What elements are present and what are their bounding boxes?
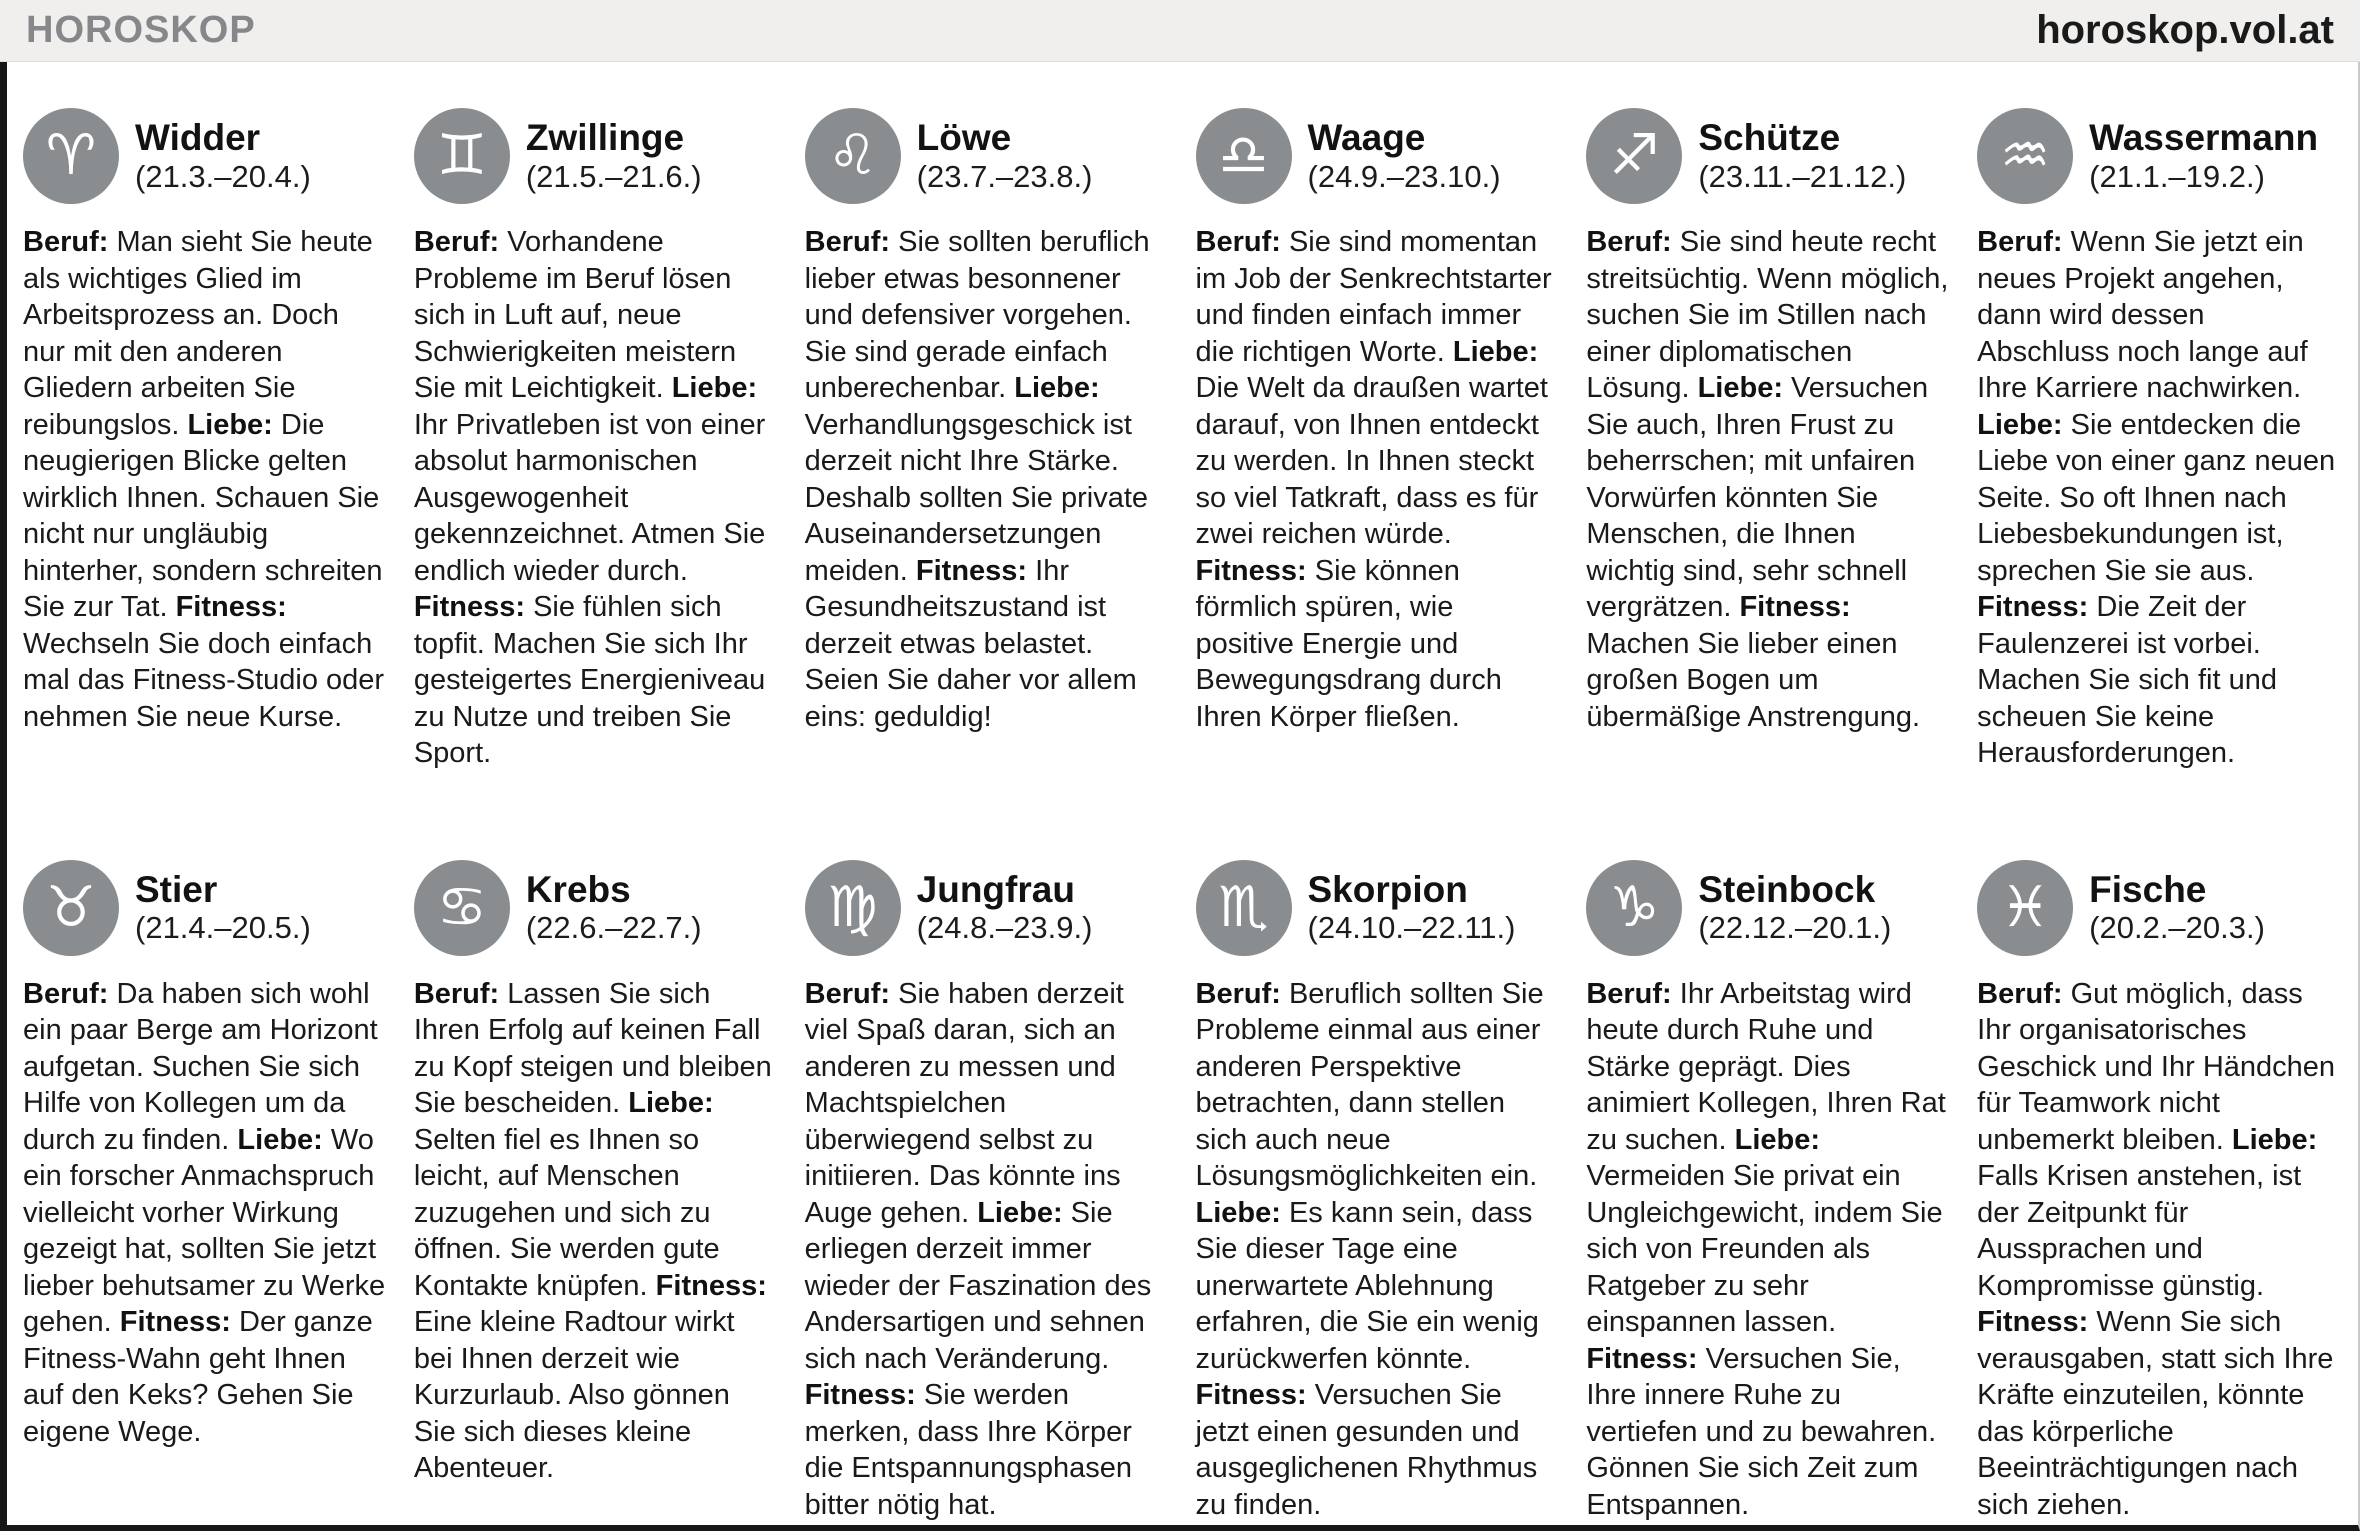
sign-name: Stier [135,868,218,910]
sign-horoscope-text: Beruf: Wenn Sie jetzt ein neues Projekt angehen, dann wird dessen Abschluss noch lange auf Ihre Karriere nachwirken. Liebe: Sie entdecken die Liebe von einer ganz neuen Seite. So oft Ihnen nach Liebesbekundungen ist, sprechen Sie sie aus. Fitness: Die Zeit der Faulenzerei ist vorbei. Machen Sie sich fit und scheuen Sie keine Herausforderungen. [1977,226,2336,769]
section-label: Liebe: [977,1196,1063,1229]
sign-header [1586,860,1949,956]
page-title: HOROSKOP [26,9,256,51]
sign-dates: (24.10.–22.11.) [1307,910,1516,946]
section-label: Liebe: [1014,372,1100,404]
sign-titles [2089,117,2318,194]
section-label: Beruf: [804,977,891,1010]
sign-titles [2089,869,2265,946]
aquarius-icon [1977,108,2073,204]
section-label: Fitness: [804,1379,916,1411]
sign-horoscope-text: Beruf: Ihr Arbeitstag wird heute durch Ruhe und Stärke geprägt. Dies animiert Kollegen, Ihren Rat zu suchen. Liebe: Vermeiden Sie privat ein Ungleichgewicht, indem Sie sich von Freunden als Ratgeber zu sehr einspannen lassen. Fitness: Versuchen Sie, Ihre innere Ruhe zu vertiefen und zu bewahren. Gönnen Sie sich Zeit zum Entspannen. [1586,977,1946,1521]
capricorn-icon [1586,860,1682,956]
zodiac-symbol-glyph: ♌ [827,123,878,188]
section-label: Liebe: [1452,335,1539,368]
cancer-icon [414,860,510,956]
sign-name: Skorpion [1307,868,1468,910]
section-label: Fitness: [1586,1342,1698,1375]
sign-card-zwillinge [414,108,777,772]
sign-header [23,108,386,204]
sign-header [23,860,386,956]
section-label: Beruf: [1977,977,2063,1010]
sign-dates: (21.5.–21.6.) [525,158,702,194]
sign-header [414,860,777,956]
sign-card-waage [1196,108,1559,772]
sign-header [1977,108,2340,204]
zodiac-symbol-glyph: ♑ [1609,874,1660,940]
sign-titles [1698,117,1906,194]
sign-titles [1698,869,1891,946]
sign-name: Krebs [525,868,631,910]
section-label: Beruf: [1195,977,1281,1010]
section-label: Liebe: [671,372,758,404]
scorpio-icon [1196,860,1292,956]
sign-horoscope-text: Beruf: Vorhandene Probleme im Beruf lösen sich in Luft auf, neue Schwierigkeiten meistern Sie mit Leichtigkeit. Liebe: Ihr Privatleben ist von einer absolut harmonischen Ausgewogenheit gekennzeichnet. Atmen Sie endlich wieder durch. Fitness: Sie fühlen sich topfit. Machen Sie sich Ihr gesteigertes Energieniveau zu Nutze und treiben Sie Sport. [413,226,766,769]
section-label: Liebe: [628,1087,714,1119]
sign-horoscope-text: Beruf: Sie haben derzeit viel Spaß daran, sich an anderen zu messen und Machtspielchen überwiegend selbst zu initiieren. Das könnte ins Auge gehen. Liebe: Sie erliegen derzeit immer wieder der Faszination des Andersartigen und sehnen sich nach Veränderung. Fitness: Sie werden merken, dass Ihre Körper die Entspannungsphasen bitter nötig hat. [804,977,1152,1521]
sign-header [1977,860,2340,956]
sign-dates: (24.8.–23.9.) [916,910,1093,946]
zodiac-symbol-glyph: ♒ [2000,123,2051,188]
sign-card-fische [1977,860,2340,1524]
pisces-icon [1977,860,2073,956]
sign-horoscope-text: Beruf: Sie sind momentan im Job der Senkrechtstarter und finden einfach immer die richtigen Worte. Liebe: Die Welt da draußen wartet darauf, von Ihnen entdeckt zu werden. In Ihnen steckt so viel Tatkraft, dass es für zwei reichen würde. Fitness: Sie können förmlich spüren, wie positive Energie und Bewegungsdrang durch Ihren Körper fließen. [1195,226,1552,733]
section-label: Fitness: [1739,591,1851,623]
section-label: Liebe: [1977,408,2063,441]
sagittarius-icon [1586,108,1682,204]
section-label: Fitness: [119,1306,231,1338]
sign-dates: (23.7.–23.8.) [916,158,1093,194]
sign-horoscope-text: Beruf: Man sieht Sie heute als wichtiges Glied im Arbeitsprozess an. Doch nur mit den anderen Gliedern arbeiten Sie reibungslos. Liebe: Die neugierigen Blicke gelten wirklich Ihnen. Schauen Sie nicht nur ungläubig hinterher, sondern schreiten Sie zur Tat. Fitness: Wechseln Sie doch einfach mal das Fitness-Studio oder nehmen Sie neue Kurse. [23,226,385,733]
section-label: Beruf: [1586,226,1672,258]
sign-horoscope-text: Beruf: Gut möglich, dass Ihr organisatorisches Geschick und Ihr Händchen für Teamwork nicht unbemerkt bleiben. Liebe: Falls Krisen anstehen, ist der Zeitpunkt für Aussprachen und Kompromisse günstig. Fitness: Wenn Sie sich verausgaben, statt sich Ihre Kräfte einzuteilen, könnte das körperliche Beeinträchtigungen nach sich ziehen. [1977,977,2336,1521]
section-label: Beruf: [1586,977,1672,1010]
section-label: Liebe: [2231,1123,2318,1156]
section-label: Fitness: [1195,554,1307,587]
sign-titles [1308,117,1501,194]
zodiac-symbol-glyph: ♈ [45,123,97,188]
section-label: Beruf: [23,226,109,258]
sign-titles [135,117,311,194]
section-label: Liebe: [187,408,273,441]
sign-header [1196,108,1559,204]
sign-header [1196,860,1559,956]
section-label: Liebe: [1195,1196,1281,1229]
sign-card-schuetze [1586,108,1949,772]
zodiac-symbol-glyph: ♐ [1609,123,1660,188]
sign-name: Waage [1307,117,1426,159]
sign-titles [526,117,702,194]
sign-header [1586,108,1949,204]
sign-horoscope-text: Beruf: Beruflich sollten Sie Probleme einmal aus einer anderen Perspektive betrachten, dann stellen sich auch neue Lösungsmöglichkeiten ein. Liebe: Es kann sein, dass Sie dieser Tage eine unerwartete Ablehnung erfahren, die Sie ein wenig zurückwerfen könnte. Fitness: Versuchen Sie jetzt einen gesunden und ausgeglichenen Rhythmus zu finden. [1195,977,1544,1521]
sign-dates: (24.9.–23.10.) [1307,158,1501,194]
zodiac-symbol-glyph: ♊ [436,123,487,188]
sign-header [805,860,1168,956]
sign-titles [1308,869,1516,946]
sign-dates: (22.12.–20.1.) [1698,910,1892,946]
section-label: Fitness: [1977,591,2089,623]
sign-card-skorpion [1196,860,1559,1524]
sign-dates: (22.6.–22.7.) [525,910,702,946]
sign-horoscope-text: Beruf: Sie sind heute recht streitsüchtig. Wenn möglich, suchen Sie im Stillen nach einer diplomatischen Lösung. Liebe: Versuchen Sie auch, Ihren Frust zu beherrschen; mit unfairen Vorwürfen könnten Sie Menschen, die Ihnen wichtig sind, sehr schnell vergrätzen. Fitness: Machen Sie lieber einen großen Bogen um übermäßige Anstrengung. [1586,226,1949,733]
section-label: Beruf: [413,977,500,1010]
sign-titles [526,869,702,946]
section-label: Fitness: [413,591,526,623]
sign-dates: (20.2.–20.3.) [2089,910,2265,946]
zodiac-symbol-glyph: ♉ [45,874,97,940]
page-header [0,0,2360,62]
sign-header [414,108,777,204]
sign-dates: (23.11.–21.12.) [1698,158,1907,194]
zodiac-symbol-glyph: ♏ [1218,874,1269,940]
aries-icon [23,108,119,204]
sign-name: Jungfrau [916,868,1075,910]
section-label: Fitness: [915,554,1028,587]
sign-name: Steinbock [1698,868,1876,910]
leo-icon [805,108,901,204]
sign-name: Fische [2089,868,2207,910]
sign-name: Löwe [916,117,1012,159]
section-label: Beruf: [1195,226,1281,258]
section-label: Fitness: [1195,1379,1307,1411]
signs-grid [7,62,2358,1523]
sign-card-wassermann [1977,108,2340,772]
site-url-text: horoskop.vol.at [2036,8,2334,52]
section-label: Beruf: [1977,226,2063,258]
section-label: Fitness: [175,591,287,623]
taurus-icon [23,860,119,956]
section-label: Liebe: [1697,372,1783,404]
section-label: Beruf: [23,977,109,1010]
zodiac-symbol-glyph: ♎ [1218,123,1269,188]
sign-dates: (21.1.–19.2.) [2089,158,2265,194]
sign-card-jungfrau [805,860,1168,1524]
sign-horoscope-text: Beruf: Da haben sich wohl ein paar Berge am Horizont aufgetan. Suchen Sie sich Hilfe von Kollegen um da durch zu finden. Liebe: Wo ein forscher Anmachspruch vielleicht vorher Wirkung gezeigt hat, sollten Sie jetzt lieber behutsamer zu Werke gehen. Fitness: Der ganze Fitness-Wahn geht Ihnen auf den Keks? Gehen Sie eigene Wege. [23,977,386,1448]
sign-name: Widder [135,117,261,159]
sign-horoscope-text: Beruf: Lassen Sie sich Ihren Erfolg auf keinen Fall zu Kopf steigen und bleiben Sie bescheiden. Liebe: Selten fiel es Ihnen so leicht, auf Menschen zuzugehen und sich zu öffnen. Sie werden gute Kontakte knüpfen. Fitness: Eine kleine Radtour wirkt bei Ihnen derzeit wie Kurzurlaub. Also gönnen Sie sich dieses kleine Abenteuer. [413,977,772,1484]
zodiac-symbol-glyph: ♓ [2000,874,2051,940]
section-label: Beruf: [413,226,500,258]
gemini-icon [414,108,510,204]
sign-card-stier [23,860,386,1524]
sign-dates: (21.4.–20.5.) [135,910,311,946]
sign-card-loewe [805,108,1168,772]
sign-titles [917,869,1093,946]
zodiac-symbol-glyph: ♋ [436,874,487,940]
sign-name: Schütze [1698,117,1841,159]
sign-card-steinbock [1586,860,1949,1524]
zodiac-symbol-glyph: ♍ [827,874,878,940]
section-label: Fitness: [655,1269,767,1302]
sign-dates: (21.3.–20.4.) [135,158,311,194]
sign-horoscope-text: Beruf: Sie sollten beruflich lieber etwas besonnener und defensiver vorgehen. Sie sind gerade einfach unberechenbar. Liebe: Verhandlungsgeschick ist derzeit nicht Ihre Stärke. Deshalb sollten Sie private Auseinandersetzungen meiden. Fitness: Ihr Gesundheitszustand ist derzeit etwas belastet. Seien Sie daher vor allem eins: geduldig! [804,226,1150,733]
sign-name: Zwillinge [525,117,685,159]
sign-name: Wassermann [2089,117,2319,159]
libra-icon [1196,108,1292,204]
virgo-icon [805,860,901,956]
section-label: Beruf: [804,226,891,258]
section-label: Liebe: [237,1123,323,1156]
sign-titles [917,117,1093,194]
section-label: Fitness: [1977,1306,2089,1338]
sign-card-widder [23,108,386,772]
sign-titles [135,869,311,946]
sign-card-krebs [414,860,777,1524]
horoscope-content [0,62,2360,1531]
section-label: Liebe: [1734,1123,1821,1156]
sign-header [805,108,1168,204]
